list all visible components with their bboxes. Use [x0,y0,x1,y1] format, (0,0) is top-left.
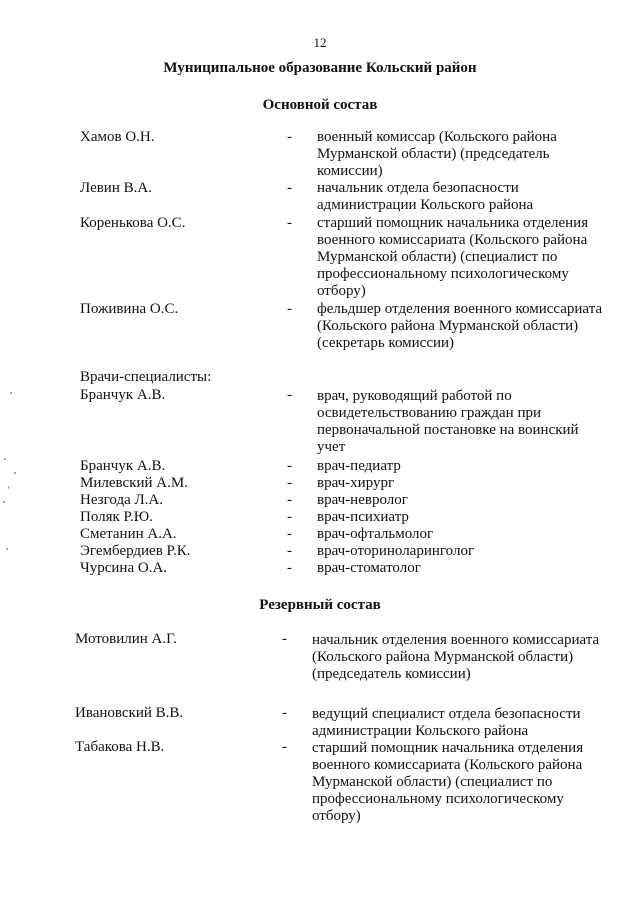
main-section-heading: Основной состав [262,97,378,113]
doctor-dash: - [287,387,292,403]
scan-speck [14,472,16,474]
doctor-role: врач-хирург [317,475,395,491]
scan-speck [10,392,12,394]
doctor-name: Бранчук А.В. [80,458,166,474]
doctor-name: Сметанин А.А. [80,526,177,542]
member-role: начальник отдела безопасности администрации Кольского района [317,180,534,213]
scan-speck [3,501,5,503]
member-dash: - [287,301,292,317]
doctors-heading: Врачи-специалисты: [80,369,212,385]
doctor-dash: - [287,509,292,525]
member-dash: - [287,129,292,145]
scan-speck [4,458,6,460]
doctor-role: врач-психиатр [317,509,409,525]
reserve-member-dash: - [282,705,287,721]
reserve-member-role: ведущий специалист отдела безопасности администрации Кольского района [312,706,581,739]
doctor-role: врач-стоматолог [317,560,421,576]
scan-speck [8,486,9,489]
member-name: Левин В.А. [80,180,152,196]
doctor-dash: - [287,492,292,508]
member-name: Поживина О.С. [80,301,179,317]
reserve-section-heading: Резервный состав [259,597,381,613]
doctor-name: Чурсина О.А. [80,560,168,576]
doctor-name: Эгембердиев Р.К. [80,543,191,559]
doctor-dash: - [287,526,292,542]
doctor-role: врач-оториноларинголог [317,543,475,559]
member-dash: - [287,215,292,231]
doctor-dash: - [287,543,292,559]
doctor-dash: - [287,458,292,474]
doctor-name: Милевский А.М. [80,475,188,491]
doctor-dash: - [287,475,292,491]
reserve-member-name: Ивановский В.В. [75,705,184,721]
doctor-name: Незгода Л.А. [80,492,163,508]
reserve-member-role: начальник отделения военного комиссариата (Кольского района Мурманской области) (председатель комиссии) [312,632,600,682]
member-role: военный комиссар (Кольского района Мурманской области) (председатель комиссии) [317,129,557,179]
reserve-member-dash: - [282,739,287,755]
doctor-name: Бранчук А.В. [80,387,166,403]
document-title: Муниципальное образование Кольский район [163,60,477,76]
member-name: Коренькова О.С. [80,215,186,231]
reserve-member-name: Мотовилин А.Г. [75,631,177,647]
scan-speck [6,548,8,550]
page-number: 12 [313,35,327,50]
reserve-member-name: Табакова Н.В. [75,739,165,755]
doctor-role: врач-невролог [317,492,408,508]
doctor-role: врач-офтальмолог [317,526,434,542]
member-dash: - [287,180,292,196]
doctor-name: Поляк Р.Ю. [80,509,153,525]
doctor-role: врач, руководящий работой по освидетельствованию граждан при первоначальной постановке на воинский учет [317,388,579,455]
member-role: фельдшер отделения военного комиссариата (Кольского района Мурманской области) (секретарь комиссии) [317,301,603,351]
member-role: старший помощник начальника отделения военного комиссариата (Кольского района Мурманской области) (специалист по профессиональному психологическому отбору) [317,215,589,299]
doctor-role: врач-педиатр [317,458,401,474]
doctor-dash: - [287,560,292,576]
reserve-member-role: старший помощник начальника отделения военного комиссариата (Кольского района Мурманской области) (специалист по профессиональному психологическому отбору) [312,740,584,824]
member-name: Хамов О.Н. [80,129,155,145]
reserve-member-dash: - [282,631,287,647]
